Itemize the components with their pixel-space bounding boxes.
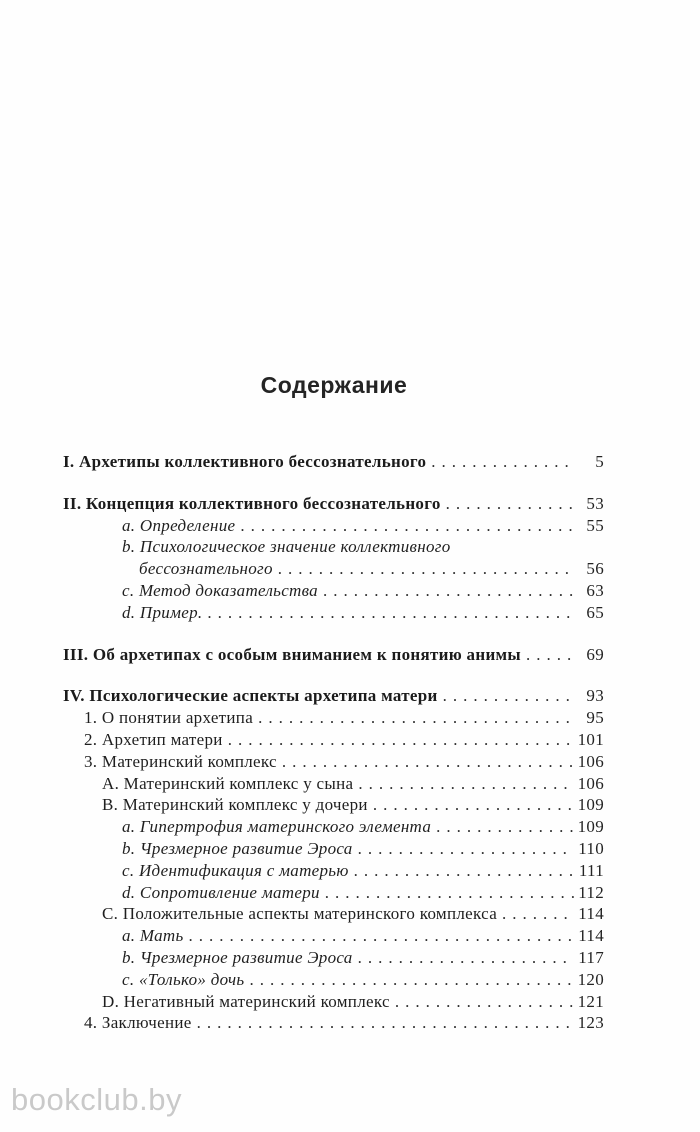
dot-leader: [282, 751, 574, 773]
toc-entry: [63, 515, 604, 537]
toc-entry-page: 106: [577, 751, 604, 771]
toc-entry-page: 117: [578, 947, 604, 967]
toc-entry-label: a. Мать: [122, 926, 184, 946]
toc-entry: [63, 751, 604, 773]
toc-entry: [63, 882, 604, 904]
toc-entry-label: a. Определение: [122, 515, 236, 535]
toc-entry-label: 1. О понятии архетипа: [84, 708, 254, 728]
dot-leader: [446, 493, 574, 515]
toc-entry-label: C. Положительные аспекты материнского комплекса: [102, 904, 498, 924]
toc-entry: [63, 580, 604, 602]
dot-leader: [278, 558, 574, 580]
dot-leader: [325, 882, 574, 904]
toc-entry-page: 114: [578, 926, 604, 946]
toc-entry-label: A. Материнский комплекс у сына: [102, 773, 354, 793]
toc-entry-page: 120: [577, 969, 604, 989]
toc-entry-page: 106: [577, 773, 604, 793]
dot-leader: [431, 451, 574, 473]
toc-entry-label: 2. Архетип матери: [84, 729, 223, 749]
toc-entry-label: c. Метод доказательства: [122, 580, 318, 600]
toc-entry-page: 56: [586, 559, 604, 579]
table-of-contents: [63, 451, 604, 1034]
toc-entry: [63, 991, 604, 1013]
toc-entry-label: b. Психологическое значение коллективного: [122, 537, 451, 557]
dot-leader: [502, 903, 574, 925]
toc-entry-page: 65: [586, 602, 604, 622]
toc-entry-label: d. Сопротивление матери: [122, 882, 320, 902]
toc-entry: [63, 860, 604, 882]
toc-entry-label: c. «Только» дочь: [122, 969, 245, 989]
toc-entry: [63, 947, 604, 969]
dot-leader: [436, 816, 574, 838]
watermark: bookclub.by: [11, 1082, 182, 1117]
dot-leader: [443, 685, 574, 707]
toc-entry: [63, 816, 604, 838]
toc-entry-label: 3. Материнский комплекс: [84, 751, 277, 771]
toc-entry-page: 121: [577, 991, 604, 1011]
dot-leader: [373, 794, 574, 816]
dot-leader: [240, 515, 574, 537]
dot-leader: [189, 925, 574, 947]
toc-entry-page: 69: [586, 644, 604, 664]
dot-leader: [228, 729, 574, 751]
toc-entry-label: D. Негативный материнский комплекс: [102, 991, 390, 1011]
toc-entry-page: 63: [586, 580, 604, 600]
toc-entry-label: IV. Психологические аспекты архетипа матери: [63, 686, 438, 706]
toc-entry-page: 53: [586, 493, 604, 513]
toc-entry-page: 101: [577, 729, 604, 749]
toc-entry-label: d. Пример.: [122, 602, 203, 622]
toc-entry: [63, 925, 604, 947]
toc-entry-label: II. Концепция коллективного бессознательного: [63, 493, 441, 513]
toc-entry: [63, 729, 604, 751]
toc-entry-page: 93: [586, 686, 604, 706]
toc-entry: [63, 602, 604, 624]
toc-entry: [63, 773, 604, 795]
toc-entry-page: 109: [577, 817, 604, 837]
toc-entry: [63, 969, 604, 991]
toc-entry: [63, 838, 604, 860]
toc-entry: [63, 558, 604, 580]
toc-entry-label: I. Архетипы коллективного бессознательного: [63, 452, 427, 471]
toc-entry-label: B. Материнский комплекс у дочери: [102, 795, 368, 815]
toc-entry-label: b. Чрезмерное развитие Эроса: [122, 838, 353, 858]
toc-entry: [63, 451, 604, 473]
dot-leader: [323, 580, 574, 602]
toc-entry-page: 110: [578, 838, 604, 858]
toc-entry: [63, 644, 604, 666]
toc-entry-page: 109: [577, 795, 604, 815]
toc-entry: [63, 493, 604, 515]
toc-entry: [63, 707, 604, 729]
dot-leader: [358, 773, 574, 795]
toc-entry: [63, 903, 604, 925]
toc-entry-label: c. Идентификация с матерью: [122, 860, 349, 880]
toc-entry: [63, 536, 604, 558]
toc-entry-page: 55: [586, 515, 604, 535]
toc-entry-label: III. Об архетипах с особым вниманием к понятию анимы: [63, 644, 521, 664]
toc-entry: [63, 1012, 604, 1034]
dot-leader: [358, 838, 574, 860]
toc-entry-page: 123: [577, 1013, 604, 1033]
page-title: Содержание: [260, 372, 408, 398]
dot-leader: [258, 707, 574, 729]
toc-entry-label: бессознательного: [139, 559, 273, 579]
toc-entry-page: 111: [578, 860, 604, 880]
toc-entry: [63, 685, 604, 707]
dot-leader: [197, 1012, 574, 1034]
dot-leader: [249, 969, 574, 991]
dot-leader: [526, 644, 574, 666]
toc-entry-label: 4. Заключение: [84, 1013, 192, 1033]
toc-entry-page: 95: [586, 708, 604, 728]
dot-leader: [354, 860, 574, 882]
dot-leader: [358, 947, 574, 969]
dot-leader: [395, 991, 574, 1013]
toc-entry-page: 112: [578, 882, 604, 902]
dot-leader: [207, 602, 574, 624]
toc-entry: [63, 794, 604, 816]
toc-entry-label: a. Гипертрофия материнского элемента: [122, 817, 432, 837]
toc-entry-page: 5: [595, 452, 604, 471]
toc-entry-page: 114: [578, 904, 604, 924]
toc-entry-label: b. Чрезмерное развитие Эроса: [122, 947, 353, 967]
